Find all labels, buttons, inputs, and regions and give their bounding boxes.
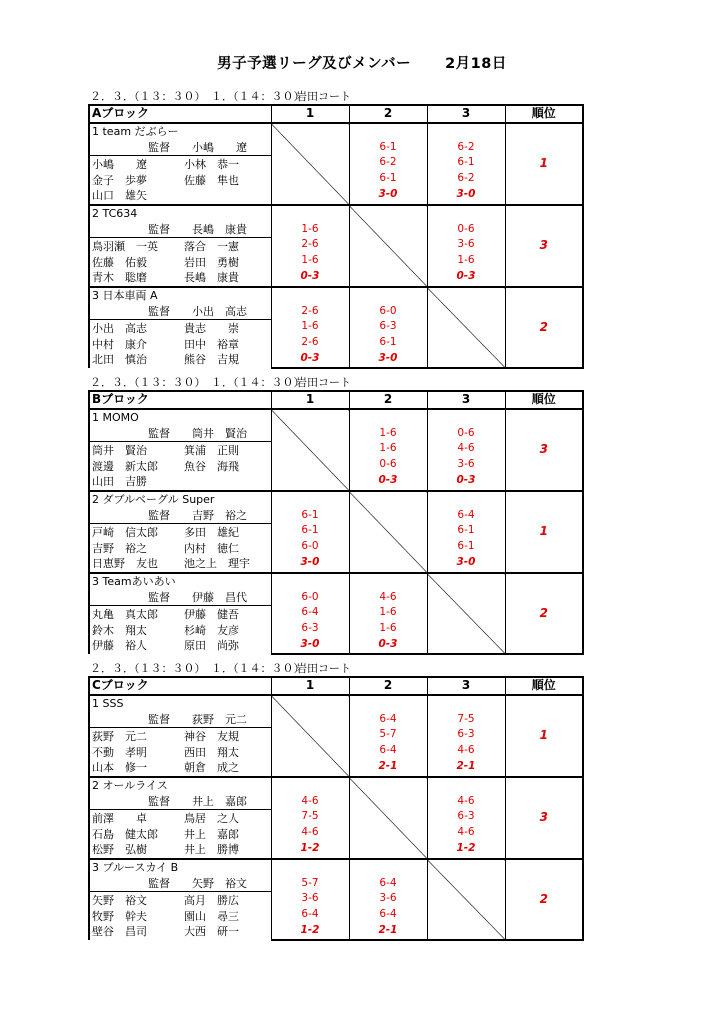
league-block — [88, 90, 582, 369]
member-name: 小嶋 遼 — [92, 157, 147, 171]
team-name: 3 日本車両 A — [89, 287, 271, 304]
set-score: 1-6 — [301, 254, 319, 267]
match-result-cell — [271, 205, 349, 287]
member-name: 貴志 崇 — [184, 321, 239, 335]
match-result-cell — [349, 123, 427, 205]
set-score: 4-6 — [457, 826, 475, 839]
set-score: 6-0 — [301, 590, 319, 603]
self-match-diagonal — [427, 859, 505, 940]
match-total-score: 2-1 — [456, 759, 476, 772]
team-row — [89, 123, 583, 140]
member-name: 丸亀 真太郎 — [92, 607, 158, 621]
league-block — [88, 376, 582, 655]
set-score: 6-3 — [457, 728, 475, 741]
rank-header: 順位 — [505, 677, 583, 695]
match-result-cell — [349, 859, 427, 940]
set-score: 3-6 — [457, 238, 475, 251]
team-rank: 1 — [505, 123, 583, 205]
member-name: 池之上 理宇 — [184, 557, 250, 571]
member-name: 魚谷 海飛 — [184, 459, 239, 473]
team-rank: 3 — [505, 205, 583, 287]
rank-header: 順位 — [505, 391, 583, 409]
member-name: 岩田 勇樹 — [184, 255, 239, 269]
set-score: 0-6 — [457, 426, 475, 439]
team-row — [89, 777, 583, 794]
block-name: Cブロック — [89, 677, 271, 695]
member-name: 園山 尋三 — [184, 909, 239, 923]
member-name: 筒井 賢治 — [92, 443, 147, 457]
set-score: 4-6 — [457, 794, 475, 807]
column-header: 3 — [427, 105, 505, 123]
court-name: 岩田コート — [296, 90, 351, 103]
set-score: 6-1 — [457, 156, 475, 169]
league-table — [88, 104, 584, 369]
set-score: 2-6 — [301, 304, 319, 317]
member-name: 原田 尚弥 — [184, 639, 239, 653]
set-score: 1-6 — [457, 254, 475, 267]
member-name: 内村 徳仁 — [184, 541, 239, 555]
set-score: 6-1 — [379, 172, 397, 185]
column-header: 2 — [349, 391, 427, 409]
set-score: 6-2 — [379, 156, 397, 169]
set-score: 5-7 — [301, 876, 319, 889]
set-score: 1-6 — [379, 426, 397, 439]
match-result-cell — [271, 573, 349, 654]
self-match-diagonal — [271, 409, 349, 491]
match-result-cell — [427, 123, 505, 205]
schedule-text: ２．３．（１３：３０） １．（１４：３０） — [90, 90, 305, 103]
member-name: 高月 勝広 — [184, 893, 239, 907]
team-director: 監督 荻野 元二 — [148, 712, 247, 726]
member-name: 朝倉 成之 — [184, 761, 239, 775]
match-total-score: 1-2 — [300, 841, 320, 854]
match-total-score: 3-0 — [456, 187, 476, 200]
match-total-score: 3-0 — [300, 555, 320, 568]
self-match-diagonal — [349, 491, 427, 573]
set-score: 6-0 — [301, 540, 319, 553]
set-score: 1-6 — [301, 320, 319, 333]
member-name: 吉野 裕之 — [92, 541, 147, 555]
set-score: 2-6 — [301, 238, 319, 251]
member-name: 鳥羽瀬 一英 — [92, 239, 158, 253]
set-score: 6-2 — [457, 172, 475, 185]
block-name: Bブロック — [89, 391, 271, 409]
member-name: 熊谷 吉規 — [184, 353, 239, 367]
team-rank: 1 — [505, 491, 583, 573]
header-row — [89, 391, 583, 409]
match-result-cell — [427, 409, 505, 491]
set-score: 3-6 — [301, 892, 319, 905]
match-total-score: 3-0 — [378, 351, 398, 364]
set-score: 2-6 — [301, 336, 319, 349]
column-header: 2 — [349, 105, 427, 123]
team-rank: 2 — [505, 287, 583, 368]
block-schedule — [90, 88, 351, 104]
member-name: 落合 一憲 — [184, 239, 239, 253]
member-name: 長嶋 康貴 — [184, 271, 239, 285]
set-score: 6-0 — [379, 304, 397, 317]
match-result-cell — [349, 573, 427, 654]
match-result-cell — [427, 491, 505, 573]
header-row — [89, 677, 583, 695]
member-name: 小林 恭一 — [184, 157, 239, 171]
match-total-score: 0-3 — [456, 269, 476, 282]
page-title — [0, 52, 724, 73]
block-name: Aブロック — [89, 105, 271, 123]
team-rank: 3 — [505, 409, 583, 491]
team-row — [89, 287, 583, 304]
set-score: 6-1 — [457, 540, 475, 553]
set-score: 1-6 — [379, 606, 397, 619]
set-score: 6-1 — [379, 140, 397, 153]
member-name: 戸崎 信太郎 — [92, 525, 158, 539]
team-name: 2 オールライス — [89, 777, 271, 794]
member-name: 石島 健太郎 — [92, 827, 158, 841]
set-score: 6-3 — [457, 810, 475, 823]
member-name: 田中 裕章 — [184, 337, 239, 351]
member-name: 井上 勝博 — [184, 843, 239, 857]
schedule-text: ２．３．（１３：３０） １．（１４：３０） — [90, 376, 305, 389]
column-header: 2 — [349, 677, 427, 695]
team-row — [89, 409, 583, 426]
member-name: 荻野 元二 — [92, 729, 147, 743]
league-table — [88, 676, 584, 941]
match-total-score: 0-3 — [300, 269, 320, 282]
set-score: 1-6 — [379, 442, 397, 455]
team-name: 1 team だぶらー — [89, 123, 271, 140]
set-score: 6-4 — [379, 744, 397, 757]
match-result-cell — [427, 205, 505, 287]
team-rank: 2 — [505, 573, 583, 654]
team-name: 2 ダブルベーグル Super — [89, 491, 271, 508]
match-total-score: 0-3 — [378, 637, 398, 650]
match-total-score: 3-0 — [378, 187, 398, 200]
match-result-cell — [271, 859, 349, 940]
member-name: 大西 研一 — [184, 925, 239, 939]
team-row — [89, 205, 583, 222]
member-name: 青木 聡磨 — [92, 271, 147, 285]
set-score: 6-1 — [379, 336, 397, 349]
member-name: 渡邊 新太郎 — [92, 459, 158, 473]
match-total-score: 2-1 — [378, 759, 398, 772]
self-match-diagonal — [349, 777, 427, 859]
match-result-cell — [427, 777, 505, 859]
member-name: 金子 歩夢 — [92, 173, 147, 187]
member-name: 中村 康介 — [92, 337, 147, 351]
column-header: 1 — [271, 677, 349, 695]
rank-header: 順位 — [505, 105, 583, 123]
team-director: 監督 矢野 裕文 — [148, 876, 247, 890]
set-score: 6-3 — [301, 622, 319, 635]
match-total-score: 3-0 — [300, 637, 320, 650]
match-result-cell — [349, 409, 427, 491]
match-total-score: 1-2 — [300, 923, 320, 936]
team-director: 監督 小嶋 遼 — [148, 140, 247, 154]
set-score: 1-6 — [379, 622, 397, 635]
set-score: 4-6 — [301, 794, 319, 807]
team-row — [89, 695, 583, 712]
member-name: 松野 弘樹 — [92, 843, 147, 857]
self-match-diagonal — [271, 123, 349, 205]
self-match-diagonal — [349, 205, 427, 287]
member-name: 伊藤 裕人 — [92, 639, 147, 653]
league-block — [88, 662, 582, 941]
team-rank: 1 — [505, 695, 583, 777]
set-score: 1-6 — [301, 222, 319, 235]
team-name: 3 ブルースカイ B — [89, 859, 271, 876]
member-name: 日恵野 友也 — [92, 557, 158, 571]
set-score: 7-5 — [301, 810, 319, 823]
match-result-cell — [271, 287, 349, 368]
set-score: 5-7 — [379, 728, 397, 741]
league-table — [88, 390, 584, 655]
member-name: 伊藤 健吾 — [184, 607, 239, 621]
column-header: 3 — [427, 391, 505, 409]
set-score: 6-2 — [457, 140, 475, 153]
member-name: 神谷 友規 — [184, 729, 239, 743]
column-header: 1 — [271, 391, 349, 409]
member-name: 前澤 卓 — [92, 811, 147, 825]
title-date: 2月18日 — [445, 56, 507, 72]
team-director: 監督 伊藤 昌代 — [148, 590, 247, 604]
schedule-text: ２．３．（１３：３０） １．（１４：３０） — [90, 662, 305, 675]
match-result-cell — [271, 777, 349, 859]
set-score: 6-4 — [301, 908, 319, 921]
match-total-score: 0-3 — [378, 473, 398, 486]
team-rank: 2 — [505, 859, 583, 940]
set-score: 3-6 — [457, 458, 475, 471]
set-score: 4-6 — [457, 744, 475, 757]
match-result-cell — [427, 695, 505, 777]
match-result-cell — [271, 491, 349, 573]
set-score: 0-6 — [379, 458, 397, 471]
team-row — [89, 491, 583, 508]
team-name: 1 SSS — [89, 695, 271, 712]
team-name: 3 Teamあいあい — [89, 573, 271, 590]
member-name: 山田 吉勝 — [92, 475, 147, 489]
set-score: 6-4 — [379, 876, 397, 889]
column-header: 1 — [271, 105, 349, 123]
member-name: 箕浦 正則 — [184, 443, 239, 457]
team-row — [89, 573, 583, 590]
team-name: 2 TC634 — [89, 205, 271, 222]
team-director: 監督 筒井 賢治 — [148, 426, 247, 440]
match-total-score: 2-1 — [378, 923, 398, 936]
team-director: 監督 吉野 裕之 — [148, 508, 247, 522]
team-name: 1 MOMO — [89, 409, 271, 426]
set-score: 6-1 — [301, 508, 319, 521]
member-name: 佐藤 佑毅 — [92, 255, 147, 269]
member-name: 矢野 裕文 — [92, 893, 147, 907]
member-name: 牧野 幹夫 — [92, 909, 147, 923]
self-match-diagonal — [427, 573, 505, 654]
member-name: 多田 雄紀 — [184, 525, 239, 539]
member-name: 壁谷 昌司 — [92, 925, 147, 939]
title-text: 男子予選リーグ及びメンバー — [217, 56, 412, 72]
team-director: 監督 井上 嘉郎 — [148, 794, 247, 808]
match-total-score: 3-0 — [456, 555, 476, 568]
member-name: 井上 嘉郎 — [184, 827, 239, 841]
team-director: 監督 小出 高志 — [148, 304, 247, 318]
team-director: 監督 長嶋 康貴 — [148, 222, 247, 236]
set-score: 4-6 — [301, 826, 319, 839]
court-name: 岩田コート — [296, 662, 351, 675]
match-total-score: 1-2 — [456, 841, 476, 854]
match-total-score: 0-3 — [456, 473, 476, 486]
court-name: 岩田コート — [296, 376, 351, 389]
set-score: 7-5 — [457, 712, 475, 725]
member-name: 小出 高志 — [92, 321, 147, 335]
set-score: 6-1 — [301, 524, 319, 537]
member-name: 鈴木 翔太 — [92, 623, 147, 637]
match-result-cell — [349, 695, 427, 777]
member-name: 山本 修一 — [92, 761, 147, 775]
member-name: 杉崎 友彦 — [184, 623, 239, 637]
set-score: 6-1 — [457, 524, 475, 537]
set-score: 3-6 — [379, 892, 397, 905]
team-rank: 3 — [505, 777, 583, 859]
set-score: 6-4 — [379, 908, 397, 921]
header-row — [89, 105, 583, 123]
self-match-diagonal — [427, 287, 505, 368]
set-score: 6-4 — [379, 712, 397, 725]
set-score: 6-3 — [379, 320, 397, 333]
set-score: 4-6 — [457, 442, 475, 455]
set-score: 4-6 — [379, 590, 397, 603]
set-score: 6-4 — [301, 606, 319, 619]
set-score: 0-6 — [457, 222, 475, 235]
column-header: 3 — [427, 677, 505, 695]
member-name: 不動 孝明 — [92, 745, 147, 759]
set-score: 6-4 — [457, 508, 475, 521]
match-result-cell — [349, 287, 427, 368]
team-row — [89, 859, 583, 876]
block-schedule — [90, 374, 351, 390]
member-name: 鳥居 之人 — [184, 811, 239, 825]
match-total-score: 0-3 — [300, 351, 320, 364]
member-name: 佐藤 隼也 — [184, 173, 239, 187]
member-name: 山口 雄矢 — [92, 189, 147, 203]
block-schedule — [90, 660, 351, 676]
member-name: 西田 翔太 — [184, 745, 239, 759]
member-name: 北田 慎治 — [92, 353, 147, 367]
self-match-diagonal — [271, 695, 349, 777]
